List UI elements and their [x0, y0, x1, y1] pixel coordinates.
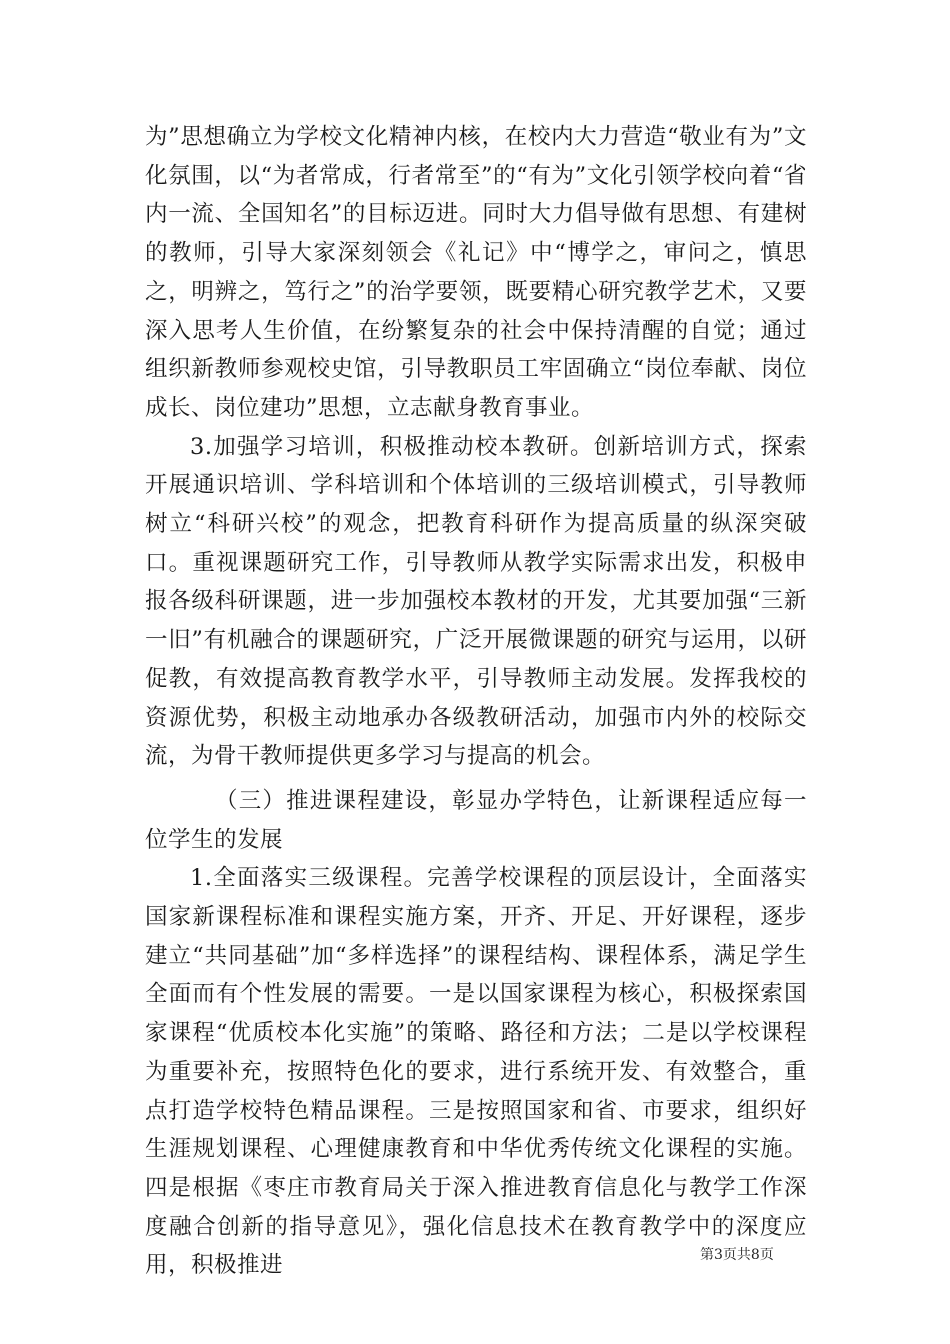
- paragraph-study-training: 3.加强学习培训，积极推动校本教研。创新培训方式，探索开展通识培训、学科培训和个体培训的三级培训模式，引导教师树立“科研兴校”的观念，把教育科研作为提高质量的纵深突破口。重视课题研究工作，引导教师从教学实际需求出发，积极申报各级科研课题，进一步加强校本教材的开发，尤其要加强“三新一旧”有机融合的课题研究，广泛开展微课题的研究与运用，以研促教，有效提高教育教学水平，引导教师主动发展。发挥我校的资源优势，积极主动地承办各级教研活动，加强市内外的校际交流，为骨干教师提供更多学习与提高的机会。: [145, 433, 807, 770]
- page-number-footer: 第3页共8页: [700, 1247, 774, 1263]
- paragraph-three-level-curriculum: 1.全面落实三级课程。完善学校课程的顶层设计，全面落实国家新课程标准和课程实施方案，开齐、开足、开好课程，逐步建立“共同基础”加“多样选择”的课程结构、课程体系，满足学生全面而有个性发展的需要。一是以国家课程为核心，积极探索国家课程“优质校本化实施”的策略、路径和方法；二是以学校课程为重要补充，按照特色化的要求，进行系统开发、有效整合，重点打造学校特色精品课程。三是按照国家和省、市要求，组织好生涯规划课程、心理健康教育和中华优秀传统文化课程的实施。四是根据《枣庄市教育局关于深入推进教育信息化与教学工作深度融合创新的指导意见》，强化信息技术在教育教学中的深度应用，积极推进: [145, 865, 807, 1279]
- document-page: [145, 118, 807, 1285]
- paragraph-continued: 为”思想确立为学校文化精神内核，在校内大力营造“敬业有为”文化氛围，以“为者常成，行者常至”的“有为”文化引领学校向着“省内一流、全国知名”的目标迈进。同时大力倡导做有思想、有建树的教师，引导大家深刻领会《礼记》中“博学之，审问之，慎思之，明辨之，笃行之”的治学要领，既要精心研究教学艺术，又要深入思考人生价值，在纷繁复杂的社会中保持清醒的自觉；通过组织新教师参观校史馆，引导教职员工牢固确立“岗位奉献、岗位成长、岗位建功”思想，立志献身教育事业。: [145, 124, 807, 421]
- section-heading-curriculum: （三）推进课程建设，彰显办学特色，让新课程适应每一位学生的发展: [145, 787, 807, 853]
